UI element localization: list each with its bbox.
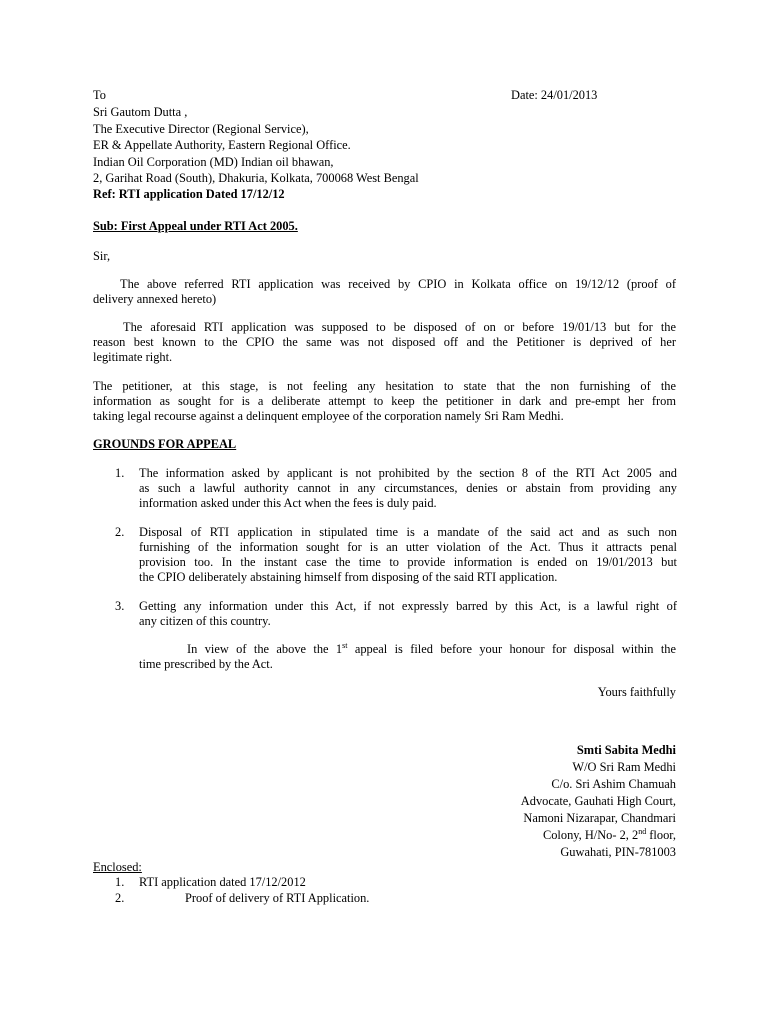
signatory-name: Smti Sabita Medhi (576, 743, 676, 757)
grounds-heading: GROUNDS FOR APPEAL (93, 437, 237, 451)
closing-phrase: Yours faithfully (597, 685, 676, 699)
ordinal-suffix: st (342, 641, 348, 650)
conclusion-text: In view of the above the 1 (187, 642, 343, 656)
subject-line: Sub: First Appeal under RTI Act 2005. (93, 219, 298, 233)
salutation: Sir, (93, 249, 111, 263)
list-number: 2. (115, 525, 125, 539)
address-line: The Executive Director (Regional Service), (93, 121, 309, 136)
paragraph-1 (93, 277, 676, 307)
reference-line: Ref: RTI application Dated 17/12/12 (93, 187, 285, 201)
letter-date: Date: 24/01/2013 (511, 88, 598, 102)
ordinal-suffix: nd (638, 827, 647, 836)
signatory-line: W/O Sri Ram Medhi (572, 760, 676, 774)
ground-line: furnishing of the information sought for is an utter violation of the Act. Thus it attracts penal (139, 540, 677, 554)
conclusion-paragraph (139, 642, 676, 672)
list-number: 1. (115, 466, 125, 480)
paragraph-line: The above referred RTI application was received by CPIO in Kolkata office on 19/12/12 (proof of (120, 277, 676, 291)
ground-line: Disposal of RTI application in stipulated time is a mandate of the said act and as such non (139, 525, 677, 539)
ground-line: any citizen of this country. (139, 614, 271, 628)
signatory-line: Namoni Nizarapar, Chandmari (523, 811, 676, 825)
enclosure-number: 2. (115, 891, 125, 905)
conclusion-text: appeal is filed before your honour for disposal within the (347, 642, 676, 656)
ground-text (139, 599, 677, 629)
ground-line: The information asked by applicant is not prohibited by the section 8 of the RTI Act 2005 and (139, 466, 677, 480)
signatory-line: C/o. Sri Ashim Chamuah (551, 777, 676, 791)
recipient-address (93, 104, 419, 187)
ground-text (139, 525, 677, 585)
paragraph-line: delivery annexed hereto) (93, 292, 217, 306)
address-line: 2, Garihat Road (South), Dhakuria, Kolkata, 700068 West Bengal (93, 171, 419, 185)
enclosure-item: RTI application dated 17/12/2012 (139, 875, 306, 889)
signatory-text: floor, (646, 828, 676, 842)
ground-line: provision too. In the instant case the time to provide information is ended on 19/01/2013 but (139, 555, 677, 569)
paragraph-line: taking legal recourse against a delinquent employee of the corporation namely Sri Ram Medhi. (93, 409, 564, 423)
signatory-line: Guwahati, PIN-781003 (560, 845, 676, 859)
signatory-line (543, 828, 676, 843)
enclosure-item: Proof of delivery of RTI Application. (185, 891, 370, 905)
paragraph-line: reason best known to the CPIO the same was not disposed off and the Petitioner is deprived of her (93, 335, 676, 349)
ground-text (139, 466, 677, 511)
conclusion-line: time prescribed by the Act. (139, 657, 273, 671)
paragraph-line: legitimate right. (93, 350, 173, 364)
ground-line: information asked under this Act when the fees is duly paid. (139, 496, 437, 510)
conclusion-line (139, 642, 676, 657)
paragraph-line: The petitioner, at this stage, is not feeling any hesitation to state that the non furnishing of the (93, 379, 676, 393)
to-label: To (93, 88, 106, 102)
enclosed-heading: Enclosed: (93, 860, 142, 874)
address-line: ER & Appellate Authority, Eastern Regional Office. (93, 138, 351, 152)
address-line: Sri Gautom Dutta , (93, 105, 188, 119)
list-number: 3. (115, 599, 125, 613)
paragraph-line: information as sought for is a deliberate attempt to keep the petitioner in dark and pre-empt her from (93, 394, 676, 408)
address-line: Indian Oil Corporation (MD) Indian oil bhawan, (93, 154, 334, 169)
ground-line: as such a lawful authority cannot in any circumstances, denies or abstain from providing any (139, 481, 677, 495)
enclosure-number: 1. (115, 875, 125, 889)
paragraph-3 (93, 379, 676, 424)
signatory-line: Advocate, Gauhati High Court, (520, 794, 676, 808)
paragraph-line: The aforesaid RTI application was supposed to be disposed of on or before 19/01/13 but for the (123, 320, 676, 334)
ground-line: Getting any information under this Act, if not expressly barred by this Act, is a lawful right of (139, 599, 677, 613)
signatory-text: Colony, H/No- 2, 2 (542, 828, 639, 842)
paragraph-2 (93, 320, 676, 365)
ground-line: the CPIO deliberately abstaining himself from disposing of the said RTI application. (139, 570, 558, 584)
